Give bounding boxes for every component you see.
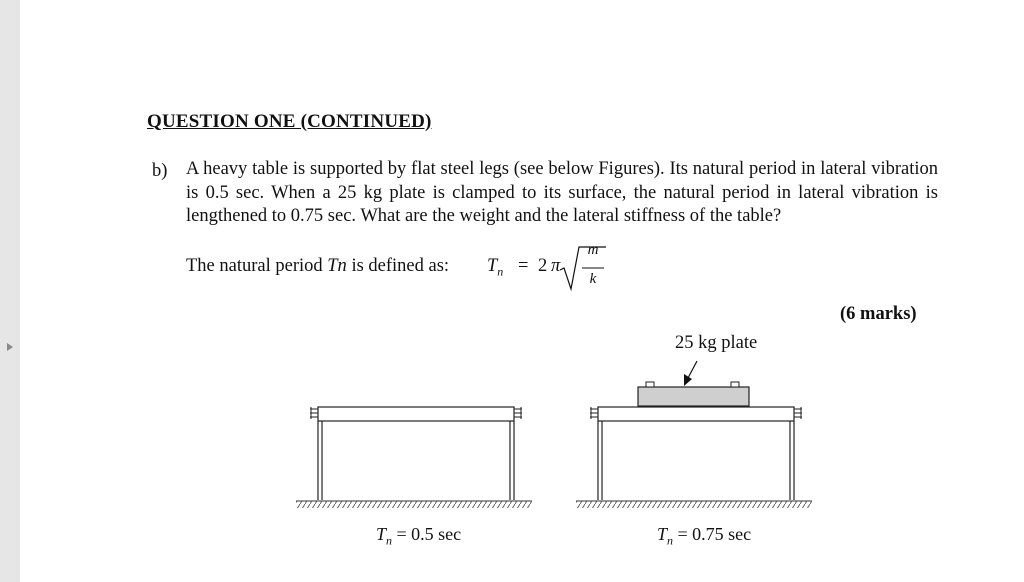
part-label: b) <box>152 161 168 181</box>
plate-clamp-right <box>731 382 739 387</box>
table-right-top <box>598 407 794 421</box>
formula-denominator: k <box>589 271 597 287</box>
caption-left-subscript: n <box>386 533 393 548</box>
ground-left-hatch <box>296 501 532 508</box>
marks-label: (6 marks) <box>840 304 917 324</box>
table-left <box>296 407 532 508</box>
table-right-clamp-left <box>590 407 598 419</box>
table-right-clamp-right <box>794 407 802 419</box>
formula-lhs-symbol: T <box>487 256 498 276</box>
caption-right-symbol: T <box>657 524 668 544</box>
caption-right-value: = 0.75 sec <box>673 524 752 544</box>
caption-right-subscript: n <box>667 533 674 548</box>
definition-prefix: The natural period <box>186 256 323 276</box>
definition-suffix: is defined as: <box>351 256 450 276</box>
caption-left <box>376 524 461 549</box>
caption-right <box>657 524 751 549</box>
question-title: QUESTION ONE (CONTINUED) <box>147 111 432 132</box>
table-left-top <box>318 407 514 421</box>
question-paragraph: A heavy table is supported by flat steel legs (see below Figures). Its natural period in lateral vibration is 0.5 sec. When a 25 kg plate is clamped to its surface, the natural period in lateral vibration is lengthened to 0.75 sec. What are the weight and the lateral stiffness of the table? <box>186 159 938 226</box>
table-left-clamp-left <box>310 407 318 419</box>
steel-plate <box>638 387 749 406</box>
table-left-clamp-right <box>514 407 522 419</box>
formula-equals: = <box>518 256 529 276</box>
plate-pointer-arrow <box>684 361 697 386</box>
definition-variable: Tn <box>327 256 347 276</box>
formula-pi: π <box>551 256 561 276</box>
caption-left-symbol: T <box>376 524 387 544</box>
formula-coefficient: 2 <box>538 256 548 276</box>
formula-lhs-subscript: n <box>497 264 504 279</box>
table-right <box>576 382 812 508</box>
plate-label: 25 kg plate <box>675 333 758 353</box>
caption-left-value: = 0.5 sec <box>392 524 462 544</box>
formula-numerator: m <box>587 242 599 258</box>
plate-clamp-left <box>646 382 654 387</box>
ground-right-hatch <box>576 501 812 508</box>
